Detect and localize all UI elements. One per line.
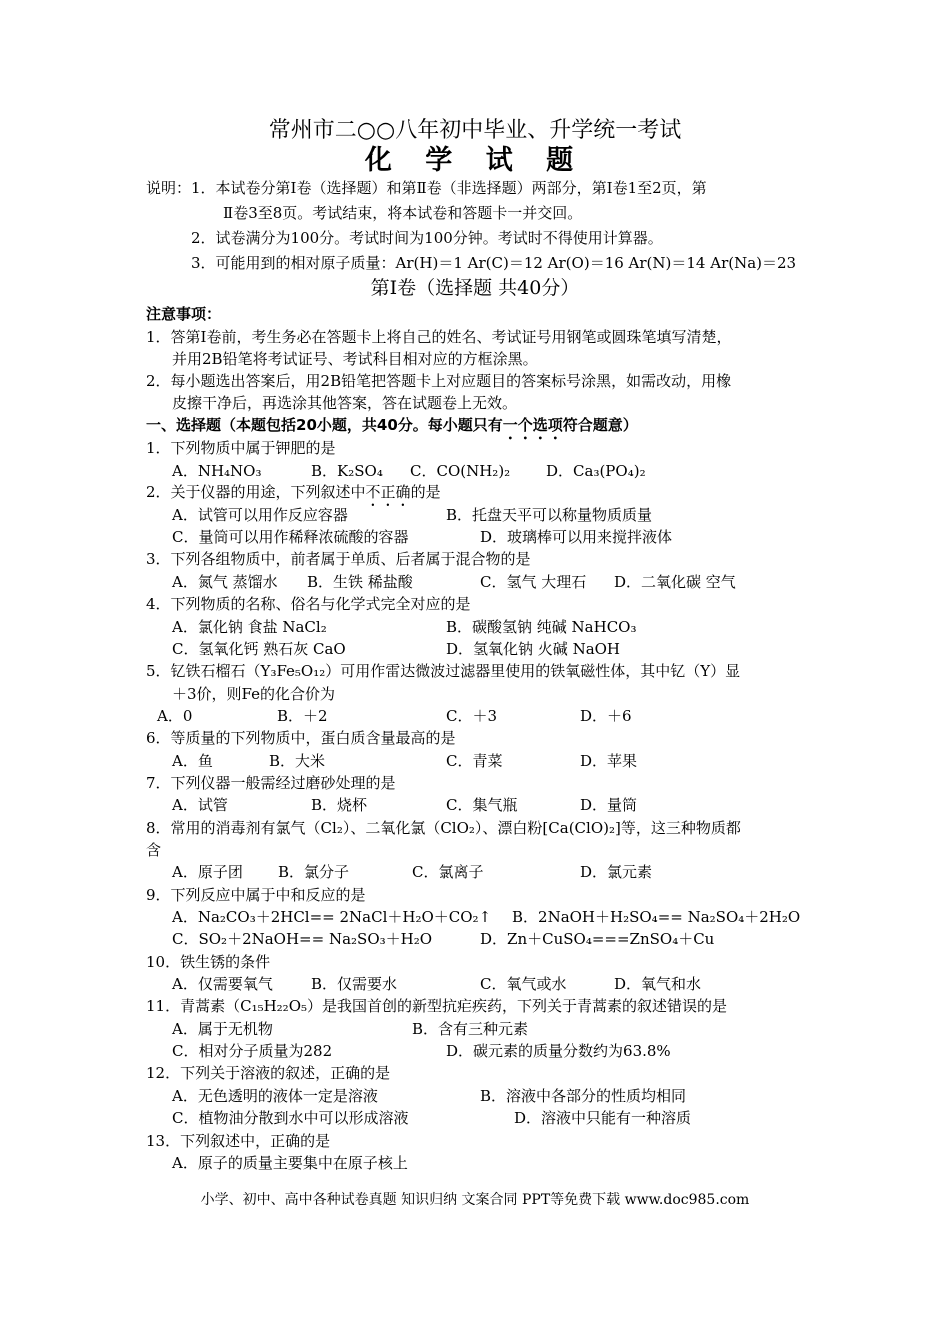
q4-option-a: A．氯化钠 食盐 NaCl₂ [172, 618, 327, 636]
q10-option-d: D．氧气和水 [614, 975, 702, 993]
q1-option-c: C．CO(NH₂)₂ [410, 462, 511, 480]
q1-option-a: A．NH₄NO₃ [172, 462, 262, 480]
q5-option-c: C．＋3 [446, 707, 498, 725]
q3-option-a: A．氮气 蒸馏水 [172, 573, 278, 591]
q2-option-d: D．玻璃棒可以用来搅拌液体 [480, 528, 673, 546]
q10-option-a: A．仅需要氧气 [172, 975, 273, 993]
q8-option-a: A．原子团 [172, 863, 243, 881]
q5-option-b: B．＋2 [277, 707, 328, 725]
note-1b: 并用2B铅笔将考试证号、考试科目相对应的方框涂黑。 [172, 350, 538, 368]
q11-option-a: A．属于无机物 [172, 1020, 273, 1038]
part-1-emphasis: 一个选项 [502, 416, 563, 434]
question-7: 7．下列仪器一般需经过磨砂处理的是 [146, 774, 396, 792]
note-2a: 2．每小题选出答案后，用2B铅笔把答题卡上对应题目的答案标号涂黑，如需改动，用橡 [146, 372, 732, 390]
q7-option-d: D．量筒 [580, 796, 638, 814]
q8-option-c: C．氯离子 [412, 863, 484, 881]
exam-title: 常州市二○○八年初中毕业、升学统一考试 [268, 118, 682, 143]
q4-option-d: D．氢氧化钠 火碱 NaOH [446, 640, 621, 658]
q9-option-d: D．Zn＋CuSO₄===ZnSO₄＋Cu [480, 930, 715, 948]
q2-prefix: 2．关于仪器的用途，下列叙述中 [146, 483, 366, 501]
q2-option-b: B．托盘天平可以称量物质质量 [446, 506, 653, 524]
q7-option-a: A．试管 [172, 796, 228, 814]
q4-option-c: C．氢氧化钙 熟石灰 CaO [172, 640, 346, 658]
section-1-title: 第Ⅰ卷（选择题 共40分） [370, 277, 580, 299]
notes-heading: 注意事项： [146, 305, 222, 323]
part-1-suffix: 符合题意） [562, 416, 638, 434]
instruction-1b: Ⅱ卷3至8页。考试结束，将本试卷和答题卡一并交回。 [223, 204, 583, 222]
question-5a: 5．钇铁石榴石（Y₃Fe₅O₁₂）可用作雷达微波过滤器里使用的铁氧磁性体，其中钇（Y）显 [146, 662, 741, 680]
instructions-label: 说明： [146, 179, 192, 197]
q6-option-b: B．大米 [269, 752, 326, 770]
question-3: 3．下列各组物质中，前者属于单质、后者属于混合物的是 [146, 550, 531, 568]
q1-option-d: D．Ca₃(PO₄)₂ [546, 462, 646, 480]
instruction-3: 3．可能用到的相对原子质量：Ar(H)＝1 Ar(C)＝12 Ar(O)＝16 Ar(N)＝14 Ar(Na)＝23 [191, 254, 797, 272]
q9-option-c: C．SO₂＋2NaOH== Na₂SO₃＋H₂O [172, 930, 433, 948]
q10-option-b: B．仅需要水 [311, 975, 398, 993]
subject-title: 化 学 试 题 [364, 145, 586, 176]
q11-option-d: D．碳元素的质量分数约为63.8% [446, 1042, 671, 1060]
question-10: 10．铁生锈的条件 [146, 953, 271, 971]
q5-option-d: D．＋6 [580, 707, 632, 725]
q12-option-a: A．无色透明的液体一定是溶液 [172, 1087, 378, 1105]
question-8a: 8．常用的消毒剂有氯气（Cl₂）、二氧化氯（ClO₂）、漂白粉[Ca(ClO)₂]等，这三种物质都 [146, 819, 741, 837]
part-1-prefix: 一、选择题（本题包括20小题，共40分。每小题只有 [146, 416, 503, 434]
q4-option-b: B．碳酸氢钠 纯碱 NaHCO₃ [446, 618, 637, 636]
instruction-2: 2．试卷满分为100分。考试时间为100分钟。考试时不得使用计算器。 [191, 229, 663, 247]
note-1a: 1．答第Ⅰ卷前，考生务必在答题卡上将自己的姓名、考试证号用钢笔或圆珠笔填写清楚， [146, 328, 732, 346]
q10-option-c: C．氧气或水 [480, 975, 567, 993]
q2-option-a: A．试管可以用作反应容器 [172, 506, 348, 524]
q3-option-d: D．二氧化碳 空气 [614, 573, 736, 591]
q7-option-c: C．集气瓶 [446, 796, 518, 814]
q9-option-b: B．2NaOH＋H₂SO₄== Na₂SO₄＋2H₂O [512, 908, 801, 926]
question-1: 1．下列物质中属于钾肥的是 [146, 439, 336, 457]
question-6: 6．等质量的下列物质中，蛋白质含量最高的是 [146, 729, 456, 747]
q8-option-d: D．氯元素 [580, 863, 653, 881]
q13-option-a: A．原子的质量主要集中在原子核上 [172, 1154, 408, 1172]
q12-option-d: D．溶液中只能有一种溶质 [514, 1109, 692, 1127]
note-2b: 皮擦干净后，再选涂其他答案，答在试题卷上无效。 [172, 394, 518, 412]
question-4: 4．下列物质的名称、俗名与化学式完全对应的是 [146, 595, 471, 613]
q5-option-a: A．0 [157, 707, 193, 725]
question-13: 13．下列叙述中，正确的是 [146, 1132, 331, 1150]
q6-option-a: A．鱼 [172, 752, 213, 770]
q11-option-b: B．含有三种元素 [412, 1020, 529, 1038]
q11-option-c: C．相对分子质量为282 [172, 1042, 333, 1060]
question-9: 9．下列反应中属于中和反应的是 [146, 886, 366, 904]
q6-option-c: C．青菜 [446, 752, 503, 770]
q2-suffix: 的是 [410, 483, 441, 501]
q3-option-b: B．生铁 稀盐酸 [307, 573, 413, 591]
q8-option-b: B．氯分子 [278, 863, 350, 881]
question-12: 12．下列关于溶液的叙述，正确的是 [146, 1064, 391, 1082]
q1-option-b: B．K₂SO₄ [311, 462, 383, 480]
q7-option-b: B．烧杯 [311, 796, 368, 814]
q9-option-a: A．Na₂CO₃＋2HCl== 2NaCl＋H₂O＋CO₂↑ [172, 908, 492, 926]
q2-emphasis: 不正确 [365, 483, 411, 501]
question-5b: ＋3价，则Fe的化合价为 [172, 685, 336, 703]
q12-option-b: B．溶液中各部分的性质均相同 [480, 1087, 687, 1105]
question-8b: 含 [146, 841, 162, 859]
q6-option-d: D．苹果 [580, 752, 638, 770]
instruction-1a: 1．本试卷分第Ⅰ卷（选择题）和第Ⅱ卷（非选择题）两部分，第Ⅰ卷1至2页，第 [191, 179, 707, 197]
q3-option-c: C．氢气 大理石 [480, 573, 587, 591]
footer-text: 小学、初中、高中各种试卷真题 知识归纳 文案合同 PPT等免费下载 www.doc985.com [200, 1192, 750, 1208]
q12-option-c: C．植物油分散到水中可以形成溶液 [172, 1109, 409, 1127]
q2-option-c: C．量筒可以用作稀释浓硫酸的容器 [172, 528, 409, 546]
question-11: 11．青蒿素（C₁₅H₂₂O₅）是我国首创的新型抗疟疾药，下列关于青蒿素的叙述错误的是 [146, 997, 728, 1015]
